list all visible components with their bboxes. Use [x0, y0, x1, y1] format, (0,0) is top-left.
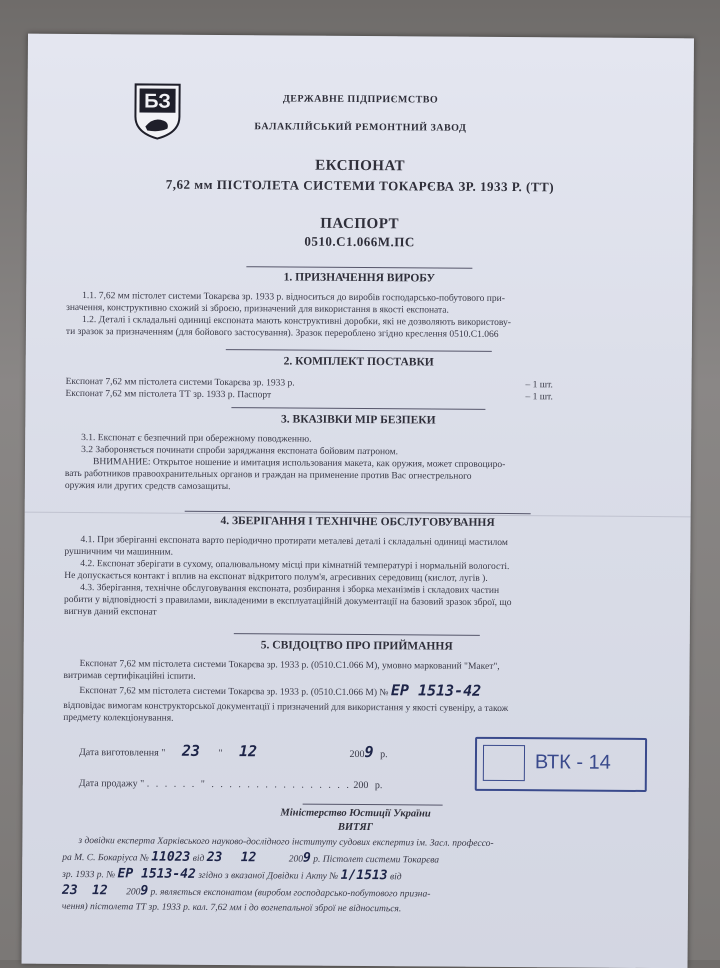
delivery-item-1: Експонат 7,62 мм пістолета системи Токарєва зр. 1933 р.: [65, 376, 295, 389]
sale-date-row: Дата продажу " . . . . . . " . . . . . . . . . . . . . . . . 200 р.: [78, 778, 383, 792]
extract-text: з довідки експерта Харківського науково-дослідного інституту судових експертиз ім. Засл. профессо- ра М. С. Бокаріуса № 11023 від 23 12 2009 р. Пістолет системи Токарєва зр. 1933 р. № ЕР 1513-42 згідно з вказаної Довідки і Акту № 1/1513 від 23 12 2009 р. являється експонатом (виробом господарсько-побутового призна- чення) пістолета ТТ зр. 1933 р. кал. 7,62 мм і до вогнепальної зброї не відноситься.: [61, 836, 494, 915]
delivery-item-2: Експонат 7,62 мм пістолета ТТ зр. 1933 р. Паспорт: [65, 388, 272, 401]
serial-number-handwritten: ЕР 1513-42: [390, 681, 482, 700]
acceptance-paragraph: Експонат 7,62 мм пістолета системи Токарєва зр. 1933 р. (0510.С1.066 М), умовно маркований "Макет", витримав сертифікаційні іспити. Експонат 7,62 мм пістолета системи Токарєва зр. 1933 р. (0510.С1.066 М) № ЕР 1513-42 відповідає вимогам конструкторської документації і призначений для використання у якості сувеніру, а також предмету колекціонування.: [63, 659, 509, 724]
passport-document: [22, 34, 694, 968]
section-4-paragraph: 4.1. При зберіганні експоната варто періодично протирати металеві деталі і складальні одиниці мастилом рушничним чи машинним. 4.2. Експонат зберігати в сухому, опалювальному місці при кімнатній температурі і нормальній вологості. Не допускається контакт і вплив на експонат відкритого полум'я, агресивних середовищ (кислот, лугів ). 4.3. Зберігання, технічне обслуговування експоната, розбирання і зборка механізмів і складових частин робити у відповідності з правилами, викладеними в експлуатаційній документації на базовий зразок зброї, що вигнув даний експонат: [63, 535, 512, 618]
section-1-heading: 1. ПРИЗНАЧЕННЯ ВИРОБУ: [283, 271, 436, 285]
stamp-code: ВТК - 14: [534, 751, 611, 774]
org-line-1: ДЕРЖАВНЕ ПІДПРИЄМСТВО: [282, 93, 439, 106]
section-1-paragraph: 1.1. 7,62 мм пістолет системи Токарєва зр. 1933 р. відноситься до виробів господарсько-побутового при- значення, конструктивно схожий зі зброєю, призначений для використання в якості експоната. 1.2. Деталі і складальні одиниці експоната мають конструктивні доробки, які не дозволяють використову- ти зразок за призначенням (для бойового застосування). Зразок перероблено згідно креслення 0510.С1.066: [65, 291, 511, 340]
passport-code: 0510.С1.066М.ПС: [304, 233, 415, 250]
section-5-heading: 5. СВІДОЦТВО ПРО ПРИЙМАННЯ: [260, 639, 453, 653]
section-3-heading: 3. ВКАЗІВКИ МІР БЕЗПЕКИ: [281, 413, 436, 427]
extract-serial-number: ЕР 1513-42: [117, 866, 196, 882]
section-3-paragraph: 3.1. Експонат є безпечний при обережному поводженню. 3.2 Забороняється починати спроби заряджання експоната бойовим патроном. ВНИМАНИЕ: Открытое ношение и имитация использования макета, как оружия, может спровоциро- вать работников правоохранительных органов и граждан на применение против Вас огнестрельного оружия или других средств самозащиты.: [64, 433, 506, 493]
manufacture-year-digit: 9: [364, 743, 374, 762]
ministry-title: Міністерство Юстиції України: [280, 807, 431, 820]
manufacture-month: 12: [238, 742, 258, 761]
manufacture-date-row: Дата виготовлення " 23 " 12 2009 р.: [78, 741, 388, 762]
section-2-heading: 2. КОМПЛЕКТ ПОСТАВКИ: [283, 355, 434, 369]
delivery-list: Експонат 7,62 мм пістолета системи Токарєва зр. 1933 р. – 1 шт. Експонат 7,62 мм пістолета ТТ зр. 1933 р. Паспорт – 1 шт.: [65, 376, 553, 403]
passport-title: ПАСПОРТ: [320, 215, 400, 233]
manufacture-day: 23: [181, 741, 201, 760]
act-number: 1/1513: [340, 867, 388, 884]
doc-title-2: 7,62 мм ПІСТОЛЕТА СИСТЕМИ ТОКАРЄВА ЗР. 1933 Р. (ТТ): [165, 176, 555, 195]
extract-title: ВИТЯГ: [337, 821, 374, 834]
doc-title-1: ЕКСПОНАТ: [315, 157, 406, 175]
section-4-heading: 4. ЗБЕРІГАННЯ І ТЕХНІЧНЕ ОБСЛУГОВУВАННЯ: [220, 515, 495, 529]
org-line-2: БАЛАКЛІЙСЬКИЙ РЕМОНТНИЙ ЗАВОД: [254, 121, 467, 134]
expert-report-number: 11023: [151, 849, 191, 865]
quality-control-stamp: [475, 737, 647, 792]
svg-text:БЗ: БЗ: [144, 90, 171, 113]
factory-logo-icon: [133, 82, 181, 140]
